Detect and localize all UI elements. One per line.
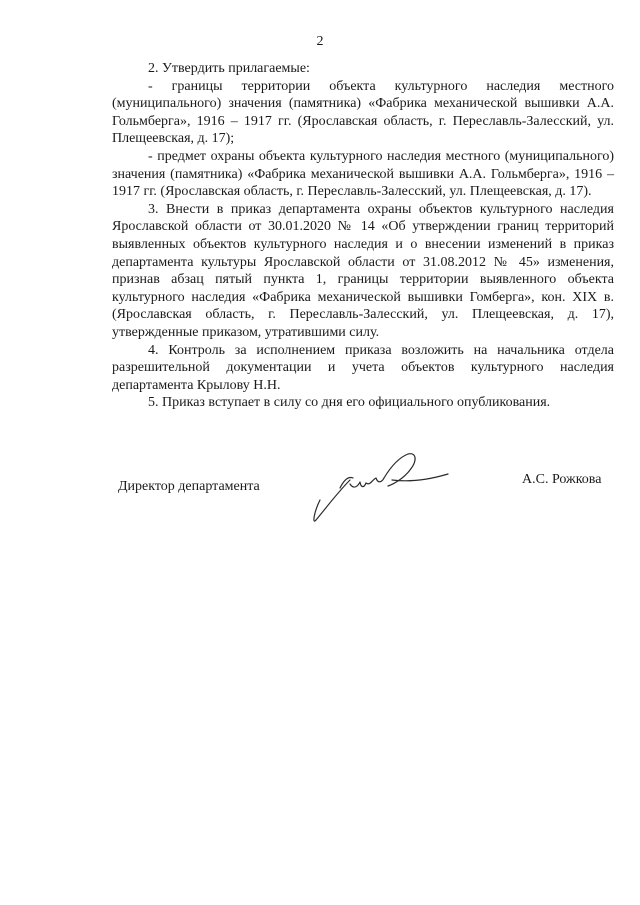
paragraph-amendments: 3. Внести в приказ департамента охраны объектов культурного наследия Ярославской области от 30.01.2020 № 14 «Об утверждении границ территорий выявленных объектов культурного наследия и о внесении изменений в приказ департамента культуры Ярославской области от 31.08.2012 № 45» изменения, признав абзац пятый пункта 1, границы территории выявленного объекта культурного наследия «Фабрика механической вышивки Гомберга», кон. XIX в. (Ярославская область, г. Переславль-Залесский, ул. Плещеевская, д. 17), утвержденные приказом, утратившими силу. [112,201,614,340]
paragraph-approve: 2. Утвердить прилагаемые: [148,61,310,76]
signer-position: Директор департамента [118,479,260,494]
paragraph-territory-boundaries: - границы территории объекта культурного наследия местного (муниципального) значения (памятника) «Фабрика механической вышивки А.А. Гольмберга», 1916 – 1917 гг. (Ярославская область, г. Переславль-Залесский, ул. Плещеевская, д. 17); [112,78,614,147]
signer-name: А.С. Рожкова [522,472,602,487]
signature-block [0,450,640,530]
order-body [112,60,614,412]
paragraph-protection-subject: - предмет охраны объекта культурного наследия местного (муниципального) значения (памятника) «Фабрика механической вышивки А.А. Гольмберга», 1916 – 1917 гг. (Ярославская область, г. Переславль-Залесский, ул. Плещеевская, д. 17). [112,148,614,200]
page-number: 2 [316,34,324,49]
paragraph-entry-into-force: 5. Приказ вступает в силу со дня его официального опубликования. [148,395,551,411]
handwritten-signature [298,450,488,530]
paragraph-control: 4. Контроль за исполнением приказа возложить на начальника отдела разрешительной документации и учета объектов культурного наследия департамента Крылову Н.Н. [112,342,614,393]
